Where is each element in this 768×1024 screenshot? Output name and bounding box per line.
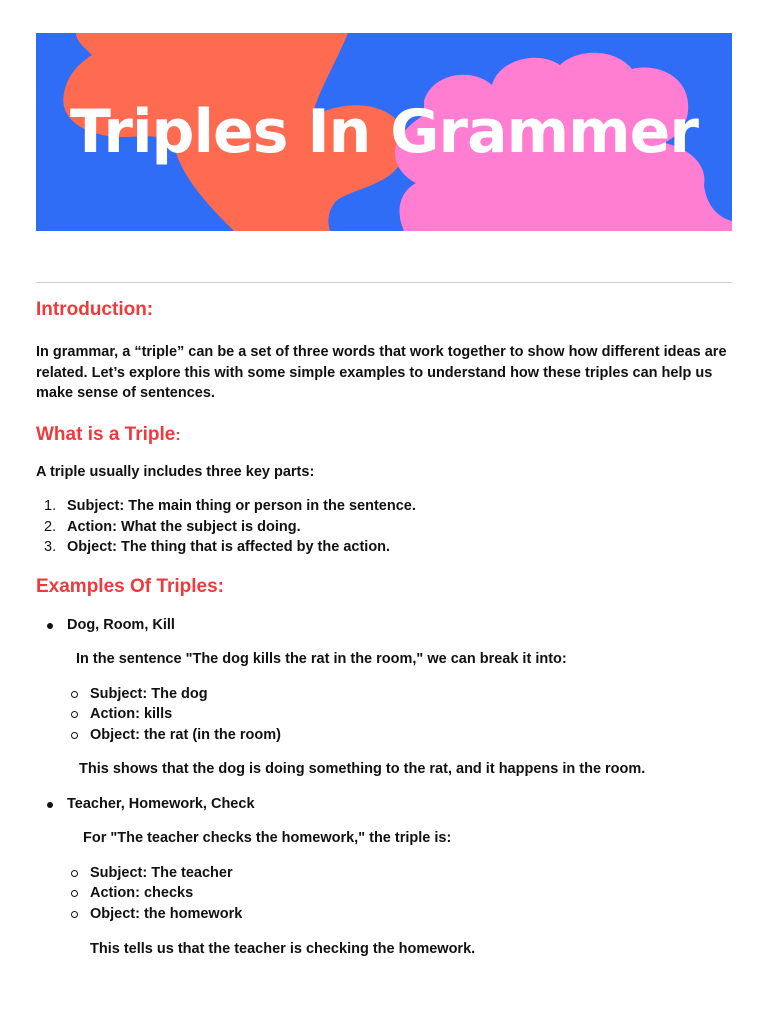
example-parts-list bbox=[36, 684, 732, 746]
document-body bbox=[36, 296, 732, 960]
circle-bullet-icon bbox=[71, 711, 78, 718]
list-item bbox=[36, 496, 732, 517]
list-item bbox=[36, 863, 732, 884]
list-item-text: Object: The thing that is affected by the action. bbox=[67, 539, 391, 555]
examples-section bbox=[36, 573, 732, 960]
example-block bbox=[36, 615, 732, 780]
list-item-text: Action: checks bbox=[90, 885, 194, 901]
page-title: Triples In Grammer bbox=[70, 97, 698, 167]
example-title bbox=[36, 794, 732, 815]
example-intro: For "The teacher checks the homework," the triple is: bbox=[83, 830, 452, 846]
example-summary: This shows that the dog is doing something to the rat, and it happens in the room. bbox=[79, 761, 646, 777]
introduction-heading: Introduction: bbox=[36, 299, 154, 320]
circle-bullet-icon bbox=[71, 691, 78, 698]
list-item-text: Subject: The teacher bbox=[90, 864, 233, 881]
list-item-text: Object: the rat (in the room) bbox=[90, 726, 281, 743]
what-is-triple-heading-text: What is a Triple bbox=[36, 423, 176, 445]
list-item-text: Object: the homework bbox=[90, 905, 243, 922]
example-summary: This tells us that the teacher is checking the homework. bbox=[90, 941, 476, 957]
what-is-triple-section bbox=[36, 421, 732, 558]
circle-bullet-icon bbox=[71, 890, 78, 897]
what-is-triple-heading-colon: : bbox=[175, 426, 181, 444]
circle-bullet-icon bbox=[71, 911, 78, 918]
example-title-text: Teacher, Homework, Check bbox=[67, 795, 255, 812]
list-item-text: Subject: The main thing or person in the sentence. bbox=[67, 498, 416, 514]
horizontal-divider bbox=[36, 282, 732, 283]
circle-bullet-icon bbox=[71, 870, 78, 877]
list-item bbox=[36, 537, 732, 558]
list-item bbox=[36, 904, 732, 925]
bullet-icon bbox=[47, 623, 53, 629]
example-title bbox=[36, 615, 732, 636]
list-item bbox=[36, 517, 732, 538]
list-item-text: Action: What the subject is doing. bbox=[67, 518, 301, 535]
example-parts-list bbox=[36, 863, 732, 925]
triple-parts-list bbox=[36, 496, 732, 558]
list-number: 3. bbox=[44, 539, 57, 555]
list-number: 2. bbox=[44, 518, 57, 535]
list-item bbox=[36, 704, 732, 725]
triple-lead-text: A triple usually includes three key parts: bbox=[36, 463, 315, 480]
header-banner bbox=[36, 33, 732, 231]
introduction-paragraph: In grammar, a “triple” can be a set of three words that work together to show how different ideas are related. Let’s explore this with some simple examples to understand how these triples can help us make sense of sentences. bbox=[36, 344, 727, 401]
list-item-text: Subject: The dog bbox=[90, 685, 208, 702]
example-intro: In the sentence "The dog kills the rat in the room," we can break it into: bbox=[76, 651, 567, 667]
example-title-text: Dog, Room, Kill bbox=[67, 616, 175, 633]
circle-bullet-icon bbox=[71, 732, 78, 739]
what-is-triple-heading bbox=[36, 421, 732, 450]
list-item bbox=[36, 725, 732, 746]
introduction-section bbox=[36, 296, 732, 404]
list-item bbox=[36, 684, 732, 705]
examples-heading: Examples Of Triples: bbox=[36, 575, 224, 597]
bullet-icon bbox=[47, 802, 53, 808]
list-number: 1. bbox=[44, 498, 57, 514]
list-item bbox=[36, 883, 732, 904]
example-block bbox=[36, 794, 732, 960]
list-item-text: Action: kills bbox=[90, 706, 173, 722]
